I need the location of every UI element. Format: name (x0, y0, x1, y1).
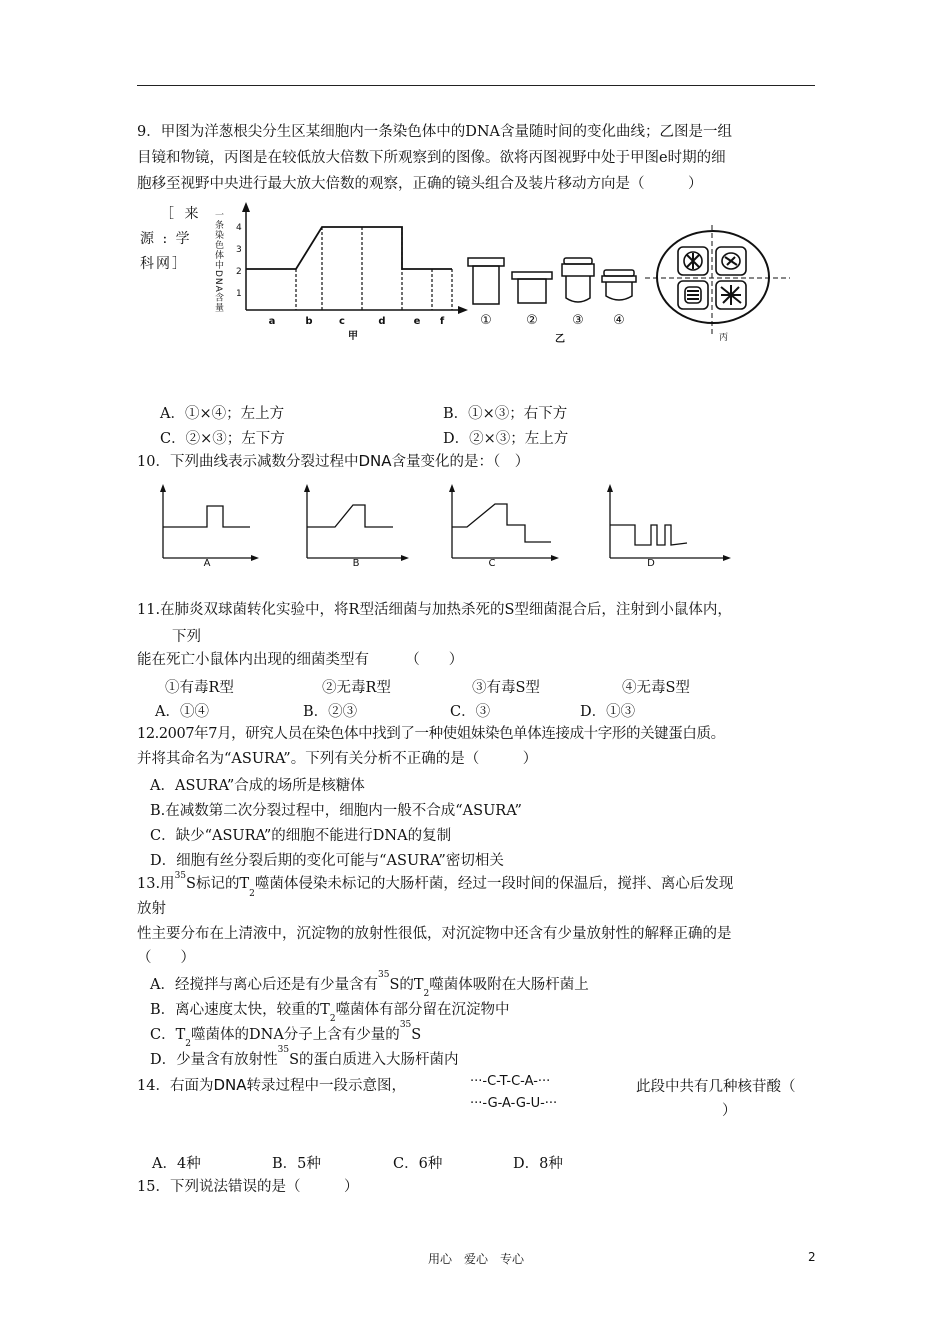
q11-option-c: C．③ (450, 704, 491, 720)
q9-ytick-4: 4 (236, 223, 242, 233)
q11-type-3: ③有毒S型 (472, 680, 540, 696)
q9-xtick-c: c (339, 316, 345, 327)
q14-option-a: A．4种 (152, 1156, 201, 1172)
q9-graph-ylabel: 一条染色体中DNA含量 (213, 210, 223, 313)
q9-source-note-1: ［ 来 (160, 206, 202, 222)
q9-source-note-3: 科网］ (140, 256, 188, 272)
page-number: 2 (808, 1250, 816, 1264)
q13-option-a: A．经搅拌与离心后还是有少量含有$^{35}$S的T2噬菌体吸附在大肠杆菌上 (150, 970, 589, 999)
q12-option-a: A．ASURA”合成的场所是核糖体 (150, 778, 365, 794)
q9-label-jia: 甲 (348, 331, 358, 342)
q14-option-b: B．5种 (272, 1156, 321, 1172)
q14-strand-bottom: ···-G-A-G-U-··· (470, 1096, 558, 1111)
q9-ytick-3: 3 (236, 245, 242, 255)
q13-option-d: D．少量含有放射性$^{35}$S的蛋白质进入大肠杆菌内 (150, 1045, 459, 1068)
q12-option-d: D．细胞有丝分裂后期的变化可能与“ASURA”密切相关 (150, 853, 504, 869)
q14-strand-top: ···-C-T-C-A-··· (470, 1074, 551, 1089)
q9-line-3: 胞移至视野中央进行最大放大倍数的观察，正确的镜头组合及装片移动方向是（ ） (137, 176, 703, 192)
q14-option-d: D．8种 (513, 1156, 563, 1172)
q11-line-1: 11.在肺炎双球菌转化实验中，将R型活细菌与加热杀死的S型细菌混合后，注射到小鼠体内， (137, 602, 732, 618)
q12-option-c: C．缺少“ASURA”的细胞不能进行DNA的复制 (150, 828, 452, 844)
q13-line-1: 13.用$^{35}$S标记的T2噬菌体侵染未标记的大肠杆菌，经过一段时间的保温后，搅拌、离心后发现 (137, 871, 734, 899)
q9-lens-label-3: ③ (572, 313, 584, 328)
q9-ytick-1: 1 (236, 289, 242, 299)
q11-option-b: B．②③ (303, 704, 358, 720)
q9-xtick-e: e (413, 316, 421, 327)
q10-label-a: A (203, 558, 211, 569)
q11-option-d: D．①③ (580, 704, 636, 720)
q13-option-c: C．T2噬菌体的DNA分子上含有少量的$^{35}$S (150, 1020, 422, 1049)
q12-option-b: B.在减数第二次分裂过程中，细胞内一般不合成“ASURA” (150, 803, 522, 819)
q14-tail-2: ） (722, 1103, 737, 1119)
q10-graphs (155, 482, 745, 572)
q9-xtick-f: f (439, 316, 445, 327)
q10-label-b: B (352, 558, 360, 569)
q10-label-d: D (647, 558, 655, 569)
q12-line-2: 并将其命名为“ASURA”。下列有关分析不正确的是（ ） (137, 751, 538, 767)
footer-motto: 用心 爱心 专心 (428, 1252, 525, 1266)
q9-line-1: 9．甲图为洋葱根尖分生区某细胞内一条染色体中的DNA含量随时间的变化曲线；乙图是一组 (137, 124, 733, 140)
q11-type-1: ①有毒R型 (165, 680, 234, 696)
q11-type-2: ②无毒R型 (322, 680, 391, 696)
q15-stem: 15．下列说法错误的是（ ） (137, 1179, 359, 1195)
q9-source-note-2: 源 : 学 (140, 231, 192, 247)
q9-lens-label-2: ② (526, 313, 538, 328)
q13-line-3: 性主要分布在上清液中，沉淀物的放射性很低，对沉淀物中还含有少量放射性的解释正确的是 (137, 926, 732, 942)
q13-option-b: B．离心速度太快，较重的T2噬菌体有部分留在沉淀物中 (150, 1002, 510, 1024)
q11-line-2: 下列 (172, 629, 201, 645)
q9-label-bing: 丙 (719, 333, 729, 343)
q11-line-3: 能在死亡小鼠体内出现的细菌类型有 （ ） (137, 652, 464, 668)
q9-option-c: C．②×③；左下方 (160, 431, 285, 447)
q13-line-4: （ ） (137, 950, 195, 966)
q9-option-b: B．①×③；右下方 (443, 406, 568, 422)
q9-xtick-a: a (268, 316, 276, 327)
q9-view-bing (645, 225, 795, 345)
q9-option-a: A．①×④；左上方 (160, 406, 285, 422)
q10-label-c: C (488, 558, 496, 569)
header-rule (137, 85, 815, 86)
q12-line-1: 12.2007年7月，研究人员在染色体中找到了一种使姐妹染色单体连接成十字形的关键蛋白质。 (137, 726, 725, 742)
q9-line-2: 目镜和物镜，丙图是在较低放大倍数下所观察到的图像。欲将丙图视野中处于甲图e时期的细 (137, 150, 726, 166)
q11-type-4: ④无毒S型 (622, 680, 690, 696)
q9-label-yi: 乙 (555, 334, 565, 345)
q13-line-2: 放射 (137, 901, 166, 917)
q11-option-a: A．①④ (155, 704, 209, 720)
q9-option-d: D．②×③；左上方 (443, 431, 569, 447)
q14-stem: 14．右面为DNA转录过程中一段示意图， (137, 1076, 406, 1094)
q9-lenses-yi (460, 250, 645, 350)
q9-xtick-b: b (305, 316, 313, 327)
q9-lens-label-4: ④ (613, 313, 625, 328)
q10-stem: 10．下列曲线表示减数分裂过程中DNA含量变化的是：（ ） (137, 452, 530, 470)
q9-lens-label-1: ① (480, 313, 492, 328)
q9-xtick-d: d (378, 316, 386, 327)
q9-ytick-2: 2 (236, 267, 242, 277)
q9-graph-jia (208, 196, 468, 346)
q14-option-c: C．6种 (393, 1156, 443, 1172)
q14-tail: 此段中共有几种核苷酸（ (636, 1079, 796, 1095)
